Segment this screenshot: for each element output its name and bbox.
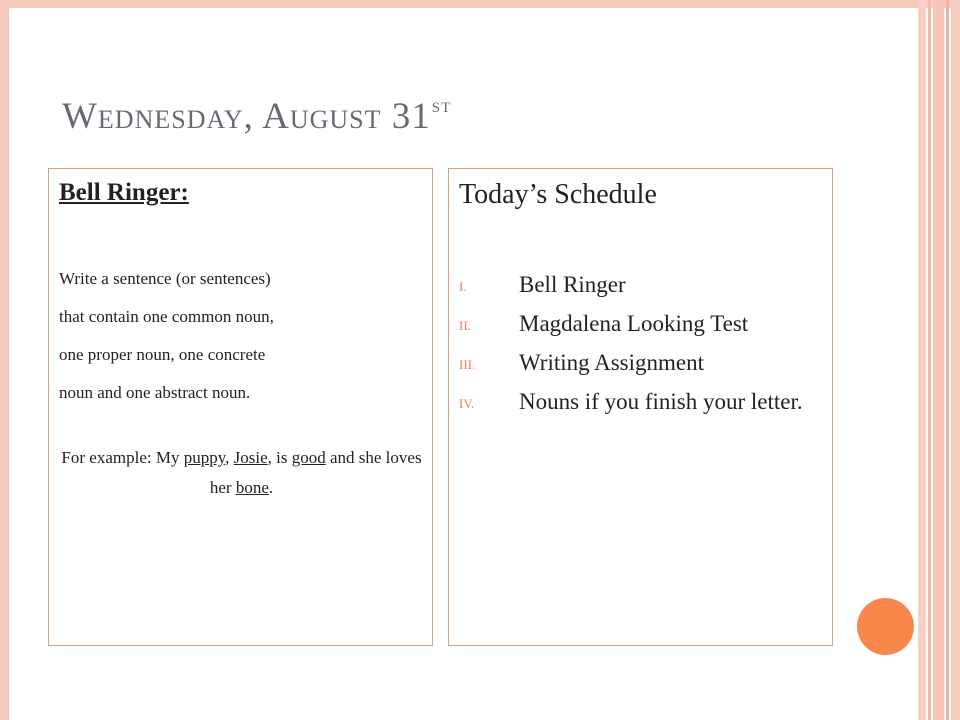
- decorative-stripe: [918, 0, 926, 720]
- example-proper-noun: Josie: [233, 448, 268, 467]
- example-text: For example: My: [61, 448, 184, 467]
- schedule-item-numeral: I.: [459, 279, 467, 294]
- schedule-item: [449, 308, 834, 339]
- bell-ringer-heading: Bell Ringer:: [59, 179, 189, 206]
- schedule-item-text: Bell Ringer: [519, 272, 626, 297]
- schedule-item-numeral: III.: [459, 357, 476, 372]
- example-text: and she loves her: [209, 448, 422, 497]
- example-text: ,: [225, 448, 234, 467]
- schedule-item-text: Nouns if you finish your letter.: [519, 389, 803, 414]
- decorative-stripe: [933, 0, 944, 720]
- schedule-item-text: Writing Assignment: [519, 350, 704, 375]
- slide-title: [62, 92, 451, 138]
- example-text: .: [268, 478, 274, 497]
- bell-ringer-line: Write a sentence (or sentences): [59, 269, 271, 288]
- example-sentence: [53, 443, 430, 503]
- example-common-noun: puppy: [183, 448, 226, 467]
- schedule-item: [449, 347, 834, 378]
- frame-top-border: [0, 0, 960, 8]
- example-concrete-noun: bone: [235, 478, 269, 497]
- schedule-item: [449, 386, 834, 417]
- schedule-item: [449, 269, 834, 300]
- bell-ringer-line: that contain one common noun,: [59, 307, 274, 326]
- schedule-list: [449, 269, 834, 425]
- schedule-item-text: Magdalena Looking Test: [519, 311, 749, 336]
- schedule-item-numeral: IV.: [459, 396, 475, 411]
- schedule-item-numeral: II.: [459, 318, 471, 333]
- bell-ringer-line: noun and one abstract noun.: [59, 383, 251, 402]
- schedule-heading: Today’s Schedule: [459, 179, 657, 210]
- decorative-circle: [857, 598, 914, 655]
- title-text: Wednesday, August 31: [62, 96, 431, 137]
- decorative-stripe: [951, 0, 960, 720]
- decorative-stripe: [928, 0, 931, 720]
- example-abstract-noun: good: [291, 448, 326, 467]
- decorative-stripe: [946, 0, 949, 720]
- title-superscript: st: [431, 92, 452, 117]
- bell-ringer-line: one proper noun, one concrete: [59, 345, 266, 364]
- frame-left-border: [0, 0, 9, 720]
- schedule-panel: [448, 168, 833, 646]
- example-text: , is: [267, 448, 292, 467]
- bell-ringer-panel: [48, 168, 433, 646]
